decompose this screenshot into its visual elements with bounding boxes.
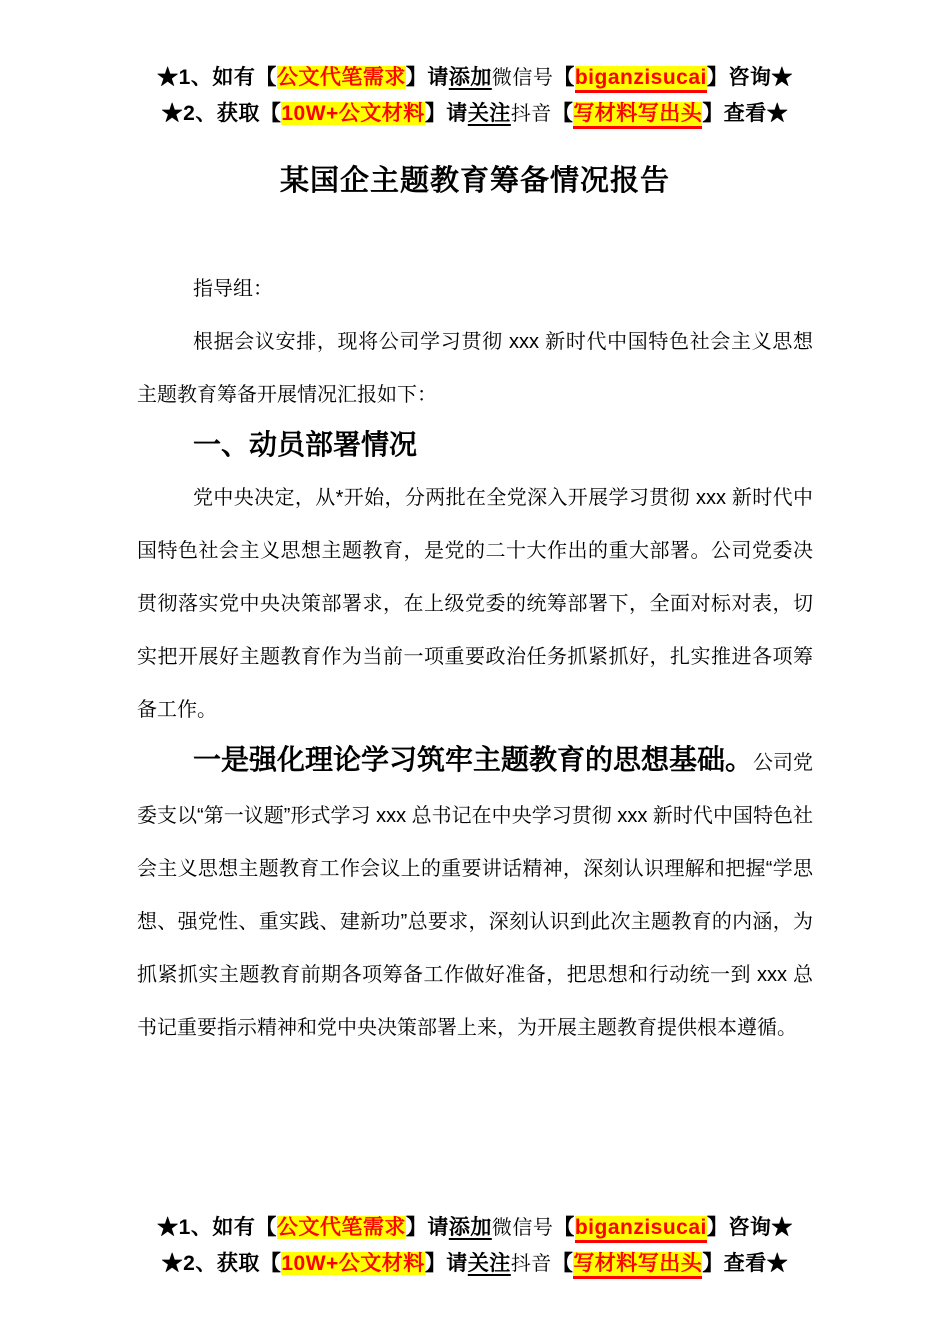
text-run: 【 [553,1216,575,1239]
text-run: 一是强化理论学习筑牢主题教育的思想基础。 [193,744,754,775]
paragraph [137,314,813,420]
text-run: 一、动员部署情况 [193,429,418,460]
section-heading [137,420,813,470]
paragraph [137,261,813,314]
text-run: 微信号 [491,1217,554,1239]
paragraph [137,735,813,1053]
text-run: ★2、获取【 [161,102,282,125]
text-run: 公司党委支以“第一议题”形式学习 xxx 总书记在中央学习贯彻 xxx 新时代中国特色社会主义思想主题教育工作会议上的重要讲话精神，深刻认识理解和把握“学思想、强党性、重实践、建新功”总要求，深刻认识到此次主题教育的内涵，为抓紧抓实主题教育前期各项筹备工作做好准备，把思想和行动统一到 xxx 总书记重要指示精神和党中央决策部署上来，为开展主题教育提供根本遵循。 [137,752,814,1039]
text-run: 】请 [405,1216,449,1239]
text-run: 【 [553,66,575,89]
text-run: 关注 [467,1252,511,1275]
text-run: 添加 [448,66,492,89]
text-run: 抖音 [510,103,552,125]
text-run: 指导组： [193,278,273,300]
highlighted-text-run: 写材料写出头 [573,1252,702,1279]
highlighted-text-run: biganzisucai [575,66,707,93]
page-title: 某国企主题教育筹备情况报告 [279,165,670,197]
text-run: 根据会议安排，现将公司学习贯彻 xxx 新时代中国特色社会主义思想主题教育筹备开展情况汇报如下： [137,331,813,406]
highlighted-text-run: 公文代笔需求 [276,66,406,89]
footer-promo-line-2 [0,1246,950,1282]
header-promo-line-1 [0,60,950,96]
highlighted-text-run: 10W+公文材料 [281,1252,425,1275]
text-run: ★2、获取【 [161,1252,282,1275]
text-run: 】咨询★ [706,1216,793,1239]
text-run: 抖音 [510,1253,552,1275]
text-run: 】查看★ [702,1252,789,1275]
highlighted-text-run: 写材料写出头 [573,102,702,129]
text-run: 】请 [405,66,449,89]
text-run: ★1、如有【 [157,66,277,89]
text-run: 】查看★ [702,102,789,125]
footer-promo [0,1210,950,1282]
text-run: ★1、如有【 [157,1216,277,1239]
text-run: 关注 [467,102,511,125]
text-run: 微信号 [491,67,554,89]
text-run: 党中央决定，从*开始，分两批在全党深入开展学习贯彻 xxx 新时代中国特色社会主义思想主题教育，是党的二十大作出的重大部署。公司党委决贯彻落实党中央决策部署求，在上级党委的统筹部署下，全面对标对表，切实把开展好主题教育作为当前一项重要政治任务抓紧抓好，扎实推进各项筹备工作。 [137,487,813,721]
text-run: 【 [551,1252,574,1275]
text-run: 添加 [448,1216,492,1239]
text-run: 】请 [424,102,468,125]
highlighted-text-run: 10W+公文材料 [281,102,425,125]
header-promo [0,0,950,132]
highlighted-text-run: biganzisucai [575,1216,707,1243]
document-body [137,261,813,1053]
text-run: 】请 [424,1252,468,1275]
footer-promo-line-1 [0,1210,950,1246]
text-run: 【 [551,102,574,125]
header-promo-line-2 [0,96,950,132]
paragraph [137,470,813,735]
highlighted-text-run: 公文代笔需求 [276,1216,406,1239]
text-run: 】咨询★ [706,66,793,89]
